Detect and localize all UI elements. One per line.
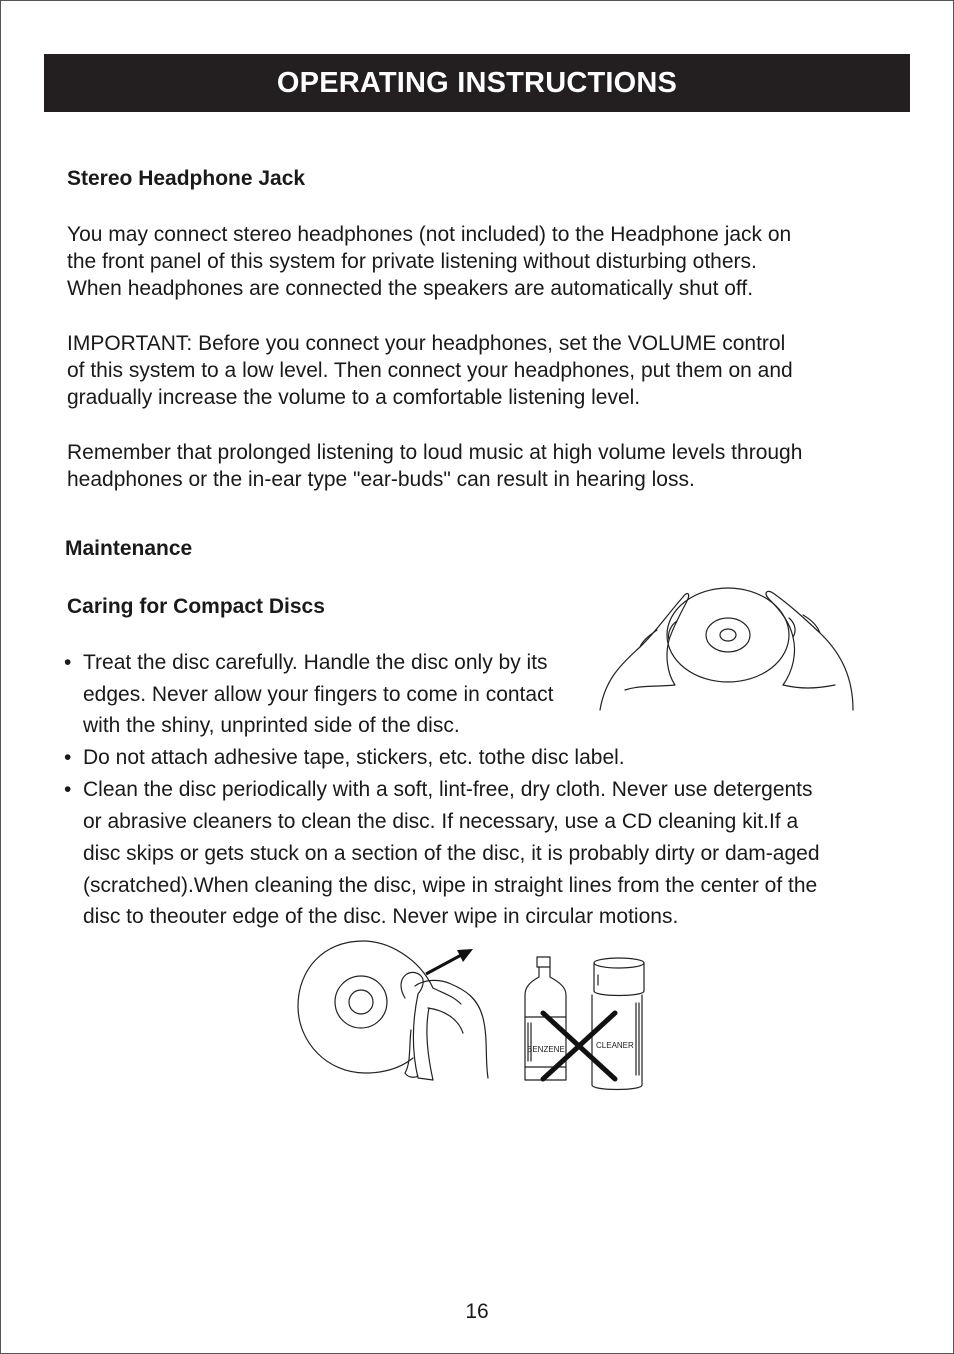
no-solvents-illustration	[518, 955, 648, 1093]
disc-center-hole	[349, 990, 373, 1014]
section-header-bar	[44, 54, 910, 112]
headphone-paragraph-1: You may connect stereo headphones (not included) to the Headphone jack on the front panel of this system for private listening without disturbing others. When headphones are connected the speakers are automatically shut off.	[67, 223, 792, 300]
cleaner-label: CLEANER	[596, 1041, 634, 1050]
disc-inner-ring	[706, 618, 750, 652]
disc-outline	[298, 941, 433, 1073]
caring-discs-heading: Caring for Compact Discs	[67, 595, 325, 618]
headphone-paragraph-important: IMPORTANT: Before you connect your headphones, set the VOLUME control of this system to a low level. Then connect your headphones, put them on and gradually increase the volume to a comfortable listening level.	[67, 332, 793, 409]
wipe-disc-illustration	[293, 938, 493, 1086]
bullet-marker: •	[64, 778, 72, 801]
bullet-marker: •	[64, 651, 72, 674]
bullet-3-line: Clean the disc periodically with a soft, lint-free, dry cloth. Never use detergents	[83, 778, 813, 801]
disc-outline	[667, 588, 789, 682]
bullet-2-line: Do not attach adhesive tape, stickers, etc. tothe disc label.	[83, 746, 625, 769]
hands-holding-disc-illustration	[595, 585, 860, 715]
bullet-1-line: Treat the disc carefully. Handle the disc only by its	[83, 651, 548, 674]
disc-inner-ring	[335, 976, 387, 1028]
can-top	[594, 958, 644, 968]
headphone-paragraph-warning: Remember that prolonged listening to loud music at high volume levels through headphones or the in-ear type "ear-buds" can result in hearing loss.	[67, 441, 803, 491]
bullet-3-line: (scratched).When cleaning the disc, wipe in straight lines from the center of the	[83, 874, 818, 897]
page-number: 16	[465, 1300, 489, 1323]
disc-center-hole	[720, 629, 736, 641]
page-title: OPERATING INSTRUCTIONS	[276, 66, 678, 99]
bottle-cap	[537, 957, 550, 967]
arrow-outward-icon	[426, 953, 465, 974]
benzene-label: BENZENE	[527, 1045, 565, 1054]
bullet-3-line: disc skips or gets stuck on a section of the disc, it is probably dirty or dam-aged	[83, 842, 820, 865]
bullet-1-line: edges. Never allow your fingers to come in contact	[83, 683, 554, 706]
bullet-3-line: disc to theouter edge of the disc. Never wipe in circular motions.	[83, 905, 679, 928]
maintenance-heading: Maintenance	[65, 537, 193, 560]
bullet-3-line: or abrasive cleaners to clean the disc. If necessary, use a CD cleaning kit.If a	[83, 810, 799, 833]
headphone-heading: Stereo Headphone Jack	[67, 167, 306, 190]
bullet-1-line: with the shiny, unprinted side of the disc.	[83, 714, 460, 737]
bullet-marker: •	[64, 746, 72, 769]
